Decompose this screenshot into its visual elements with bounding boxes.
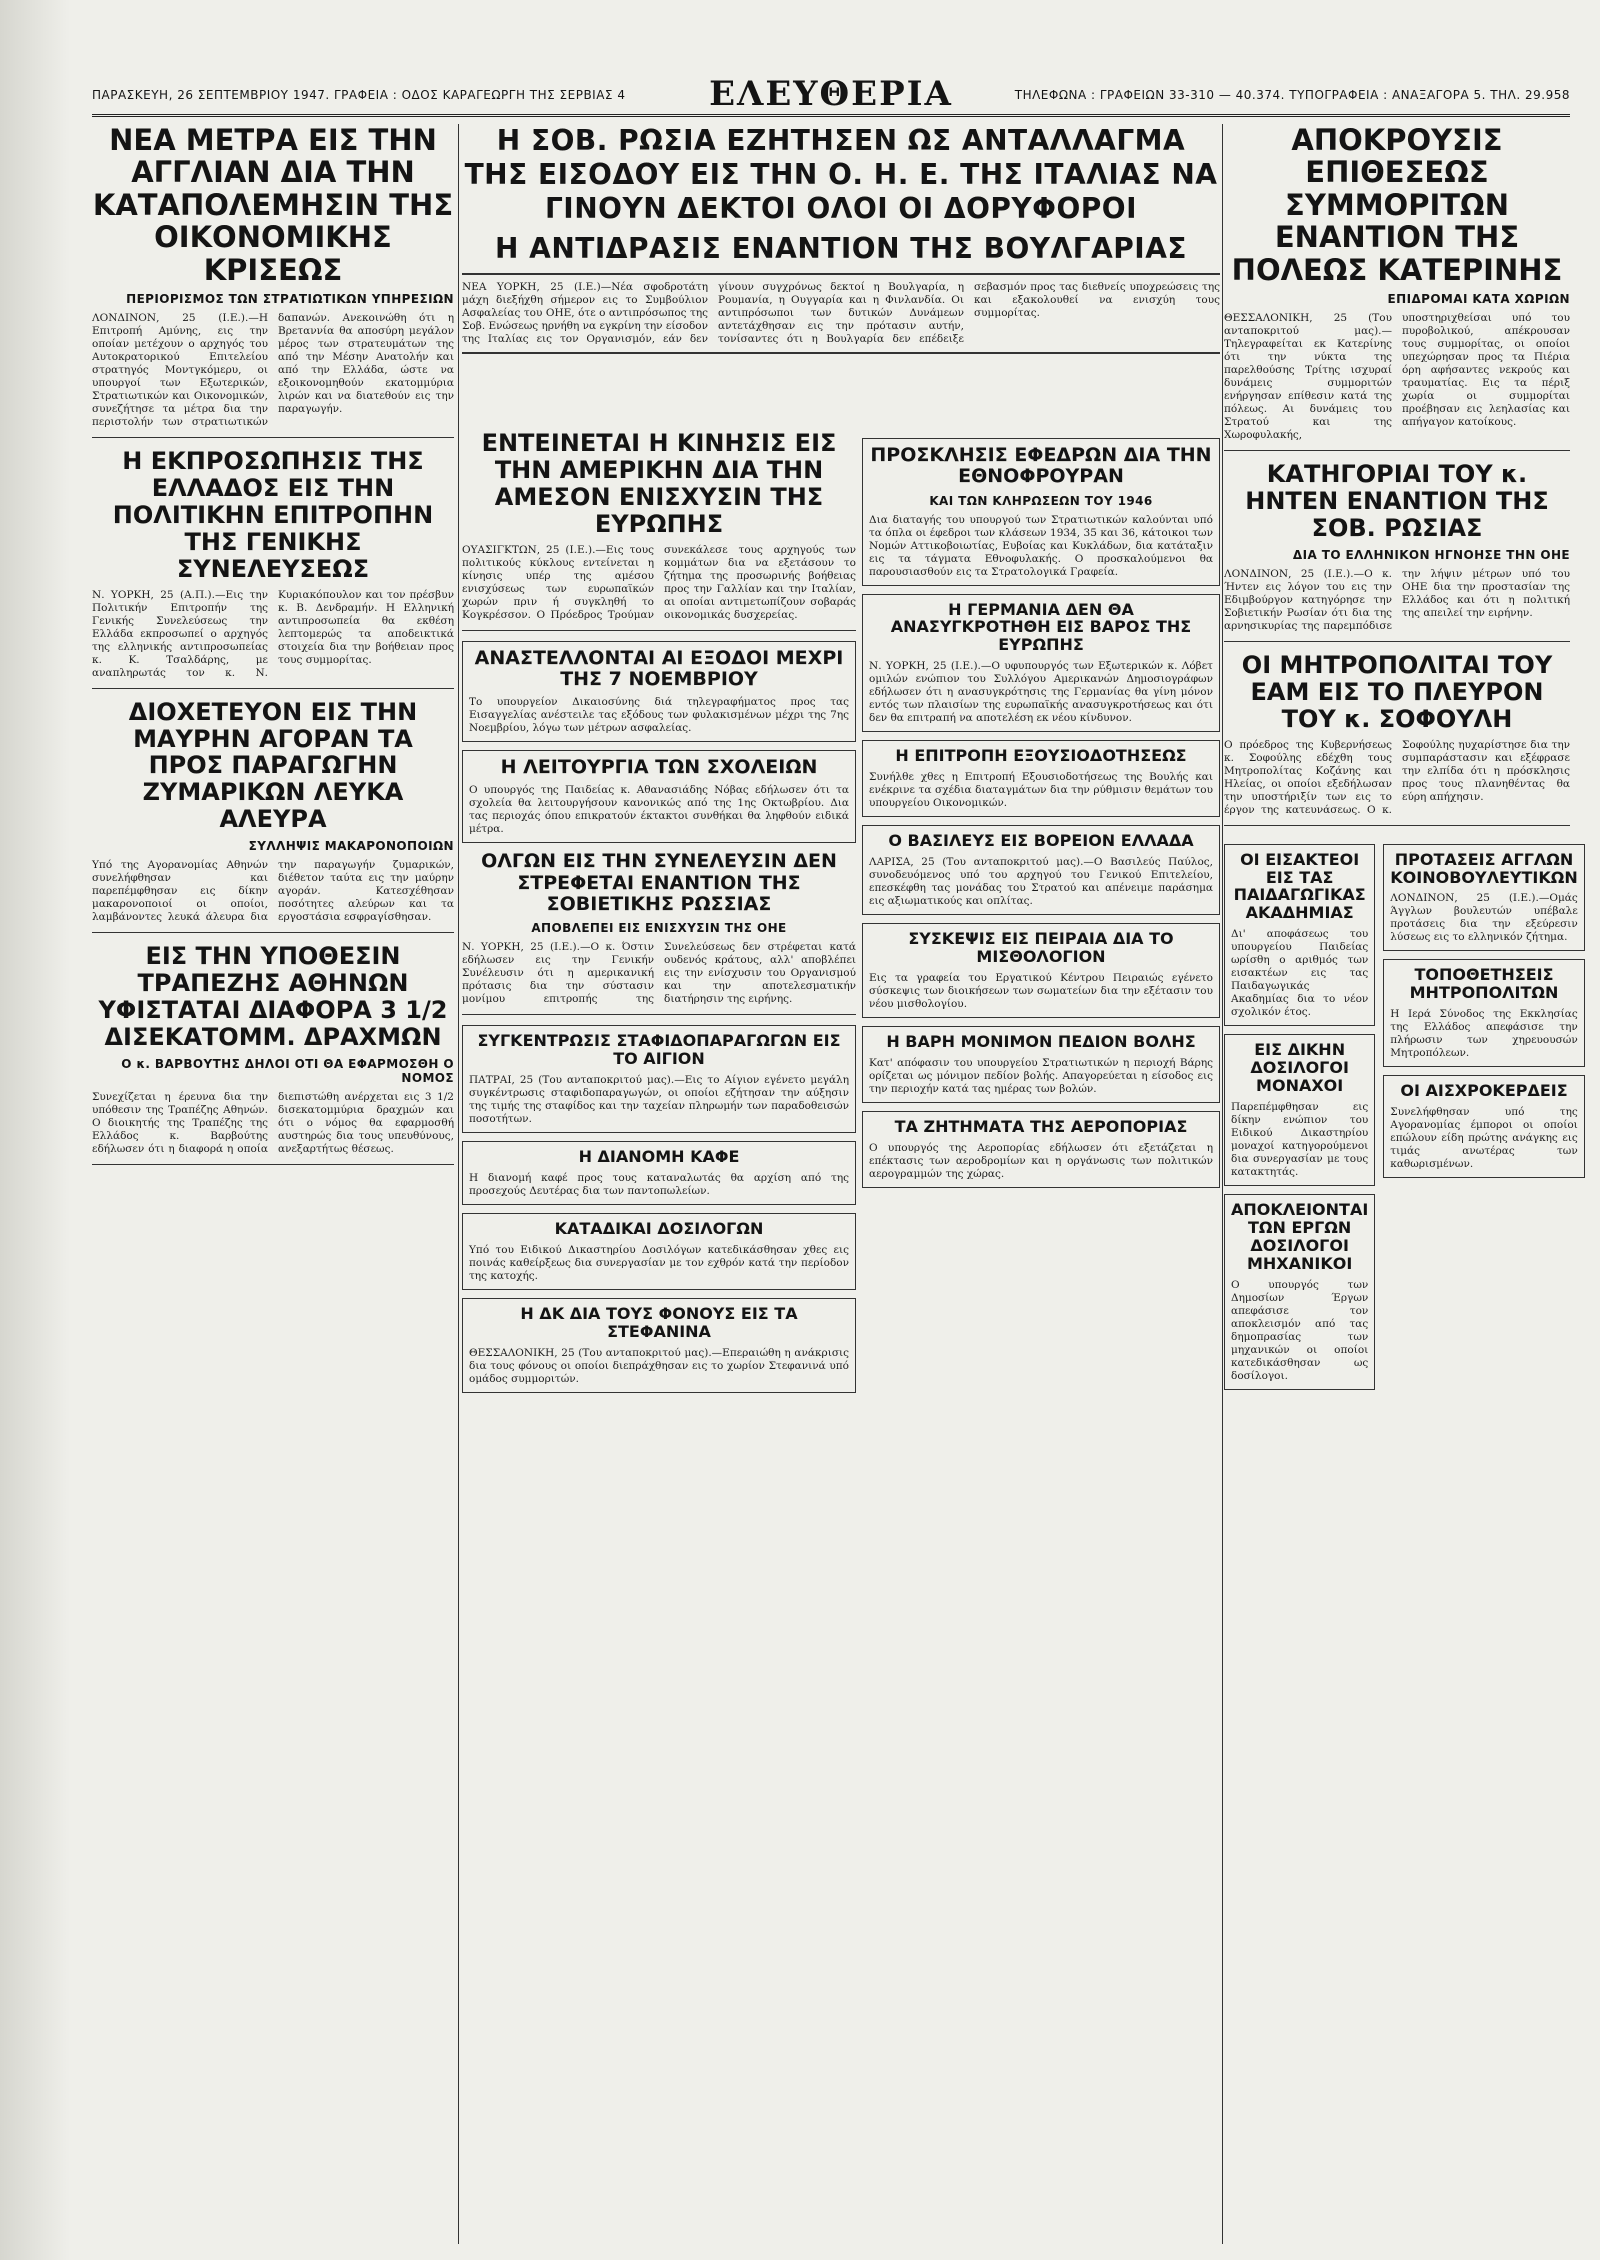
story-body: Το υπουργείον Δικαιοσύνης διά τηλεγραφήματος προς τας Εισαγγελίας ανέστειλε τας εξόδους των φυλακισμένων μέχρι της 7ης Νοεμβρίου, λόγω των μέτρων ασφαλείας. xyxy=(469,696,849,735)
story-headline: Η ΕΚΠΡΟΣΩΠΗΣΙΣ ΤΗΣ ΕΛΛΑΔΟΣ ΕΙΣ ΤΗΝ ΠΟΛΙΤΙΚΗΝ ΕΠΙΤΡΟΠΗΝ ΤΗΣ ΓΕΝΙΚΗΣ ΣΥΝΕΛΕΥΣΕΩΣ xyxy=(112,447,434,583)
newspaper-title: ΕΛΕΥΘΕΡΙΑ xyxy=(709,74,953,114)
story-headline: Ο ΒΑΣΙΛΕΥΣ ΕΙΣ ΒΟΡΕΙΟΝ ΕΛΛΑΔΑ xyxy=(888,831,1194,851)
story-assembly xyxy=(462,851,856,1015)
masthead-phones: ΤΗΛΕΦΩΝΑ : ΓΡΑΦΕΙΩΝ 33-310 — 40.374. ΤΥΠΟΓΡΑΦΕΙΑ : ΑΝΑΞΑΓΟΡΑ 5. ΤΗΛ. 29.958 xyxy=(1014,88,1570,102)
story-body: Ο υπουργός των Δημοσίων Έργων απεφάσισε τον αποκλεισμόν από τας δημοπρασίας των μηχανικών οι οποίοι κατεδικάσθησαν ως δοσίλογοι. xyxy=(1231,1278,1369,1382)
story-headline: ΔΙΟΧΕΤΕΥΟΝ ΕΙΣ ΤΗΝ ΜΑΥΡΗΝ ΑΓΟΡΑΝ ΤΑ ΠΡΟΣ ΠΑΡΑΓΩΓΗΝ ΖΥΜΑΡΙΚΩΝ ΛΕΥΚΑ ΑΛΕΥΡΑ xyxy=(128,697,418,834)
story-headline: Η ΔΙΑΝΟΜΗ ΚΑΦΕ xyxy=(578,1146,740,1166)
story-body: Συνεχίζεται η έρευνα δια την υπόθεσιν της Τραπέζης Αθηνών. Ο διοικητής της Τραπέζης της Ελλάδος κ. Βαρβούτης εδήλωσεν ότι η διαφορά η οποία διεπιστώθη ανέρχεται εις 3 1/2 δισεκατομμύρια δραχμών και ότι ο νόμος θα εφαρμοσθή αυστηρώς δια τους υπευθύνους, ανεξαρτήτως θέσεως. xyxy=(92,1090,454,1155)
story-coffee xyxy=(462,1141,856,1205)
story-body: ΛΑΡΙΣΑ, 25 (Του ανταποκριτού μας).—Ο Βασιλεύς Παύλος, συνοδευόμενος υπό του αρχηγού του Γενικού Επιτελείου, επεσκέφθη τας μονάδας του Στρατού και απένειμε παράσημα εις αξιωματικούς και οπλίτας. xyxy=(869,856,1213,908)
story-headline: ΟΛΓΩΝ ΕΙΣ ΤΗΝ ΣΥΝΕΛΕΥΣΙΝ ΔΕΝ ΣΤΡΕΦΕΤΑΙ ΕΝΑΝΤΙΟΝ ΤΗΣ ΣΟΒΙΕΤΙΚΗΣ ΡΩΣΣΙΑΣ xyxy=(481,850,837,915)
story-body: Υπό του Ειδικού Δικαστηρίου Δοσιλόγων κατεδικάσθησαν χθες εις ποινάς καθείρξεως δια συνεργασίαν με τον εχθρόν κατά την περίοδον της κατοχής. xyxy=(469,1243,849,1282)
story-subhead: ΠΕΡΙΟΡΙΣΜΟΣ ΤΩΝ ΣΤΡΑΤΙΩΤΙΚΩΝ ΥΠΗΡΕΣΙΩΝ xyxy=(126,292,454,307)
story-trial xyxy=(462,1213,856,1290)
story-body: Ο πρόεδρος της Κυβερνήσεως κ. Σοφούλης εδέχθη τους Μητροπολίτας Κοζάνης και Ηλείας, οι οποίοι εξεδήλωσαν την υποστήριξίν των εις το έργον της κατευνάσεως. Ο κ. Σοφούλης ηυχαρίστησε δια την συμπαράστασιν και εξέφρασε την ελπίδα ότι η πρόσκλησις προς τους πλανηθέντας θα εύρη απήχησιν. xyxy=(1224,738,1570,816)
story-headline: ΑΠΟΚΛΕΙΟΝΤΑΙ ΤΩΝ ΕΡΓΩΝ ΔΟΣΙΛΟΓΟΙ ΜΗΧΑΝΙΚΟΙ xyxy=(1231,1199,1369,1273)
story-headline: ΑΠΟΚΡΟΥΣΙΣ ΕΠΙΘΕΣΕΩΣ ΣΥΜΜΟΡΙΤΩΝ ΕΝΑΝΤΙΟΝ ΤΗΣ ΠΟΛΕΩΣ ΚΑΤΕΡΙΝΗΣ xyxy=(1231,123,1563,287)
story-headline: Η ΓΕΡΜΑΝΙΑ ΔΕΝ ΘΑ ΑΝΑΣΥΓΚΡΟΤΗΘΗ ΕΙΣ ΒΑΡΟΣ ΤΗΣ ΕΥΡΩΠΗΣ xyxy=(890,599,1192,655)
story-body: Ν. ΥΟΡΚΗ, 25 (Α.Π.).—Εις την Πολιτικήν Επιτροπήν της Γενικής Συνελεύσεως την Ελλάδα εκπροσωπεί ο αρχηγός της ελληνικής αντιπροσωπείας κ. Κ. Τσαλδάρης, με αναπληρωτάς τον κ. Ν. Κυριακόπουλον και τον πρέσβυν κ. Β. Δενδραμήν. Η Ελληνική αντιπροσωπεία θα εκθέση λεπτομερώς τα αποδεικτικά στοιχεία δια την βοήθειαν προς τους συμμορίτας. xyxy=(92,588,454,679)
column-4 xyxy=(1224,123,1578,1398)
story-headline: ΠΡΟΣΚΛΗΣΙΣ ΕΦΕΔΡΩΝ ΔΙΑ ΤΗΝ ΕΘΝΟΦΡΟΥΡΑΝ xyxy=(870,444,1212,488)
story-body: Ν. ΥΟΡΚΗ, 25 (Ι.Ε.).—Ο υφυπουργός των Εξωτερικών κ. Λόβετ ομιλών ενώπιον του Συλλόγου Αμερικανών Δημοσιογράφων εδήλωσεν ότι η ανασυγκρότησις της Γερμανίας θα γίνη μόνον εντός των πλαισίων της ευρωπαϊκής ανασυγκροτήσεως και ότι δεν θα επιτραπή να αποτελέση εκ νέου κίνδυνον. xyxy=(869,660,1213,725)
column-rule xyxy=(458,124,459,2244)
scan-edge xyxy=(0,0,70,2260)
story-headline: ΣΥΓΚΕΝΤΡΩΣΙΣ ΣΤΑΦΙΔΟΠΑΡΑΓΩΓΩΝ ΕΙΣ ΤΟ ΑΙΓΙΟΝ xyxy=(477,1031,841,1068)
story-subhead: ΚΑΙ ΤΩΝ ΚΛΗΡΩΣΕΩΝ ΤΟΥ 1946 xyxy=(929,493,1153,508)
story-headline: ΟΙ ΕΙΣΑΚΤΕΟΙ ΕΙΣ ΤΑΣ ΠΑΙΔΑΓΩΓΙΚΑΣ ΑΚΑΔΗΜΙΑΣ xyxy=(1233,849,1366,923)
story-piraeus xyxy=(862,923,1220,1018)
lead-story xyxy=(462,124,1220,360)
column-1 xyxy=(92,124,454,1175)
story-subhead: ΣΥΛΛΗΨΙΣ ΜΑΚΑΡΟΝΟΠΟΙΩΝ xyxy=(248,839,454,854)
story-releases xyxy=(462,641,856,743)
story-mechanics xyxy=(1224,1194,1375,1390)
story-body: ΘΕΣΣΑΛΟΝΙΚΗ, 25 (Του ανταποκριτού μας).—Τηλεγραφείται εκ Κατερίνης ότι την νύκτα της παρελθούσης Τρίτης ισχυραί δυνάμεις συμμοριτών ενήργησαν επίθεσιν κατά της πόλεως. Αι δυνάμεις του Στρατού και της Χωροφυλακής, υποστηριχθείσαι υπό του πυροβολικού, απέκρουσαν τους συμμορίτας, οι οποίοι υπεχώρησαν προς τα Πιέρια όρη αφήσαντες νεκρούς και τραυματίας. Εις τα πέριξ χωρία οι συμμορίται προέβησαν εις λεηλασίας και απήγαγον κατοίκους. xyxy=(1224,312,1570,442)
story-body: Υπό της Αγορανομίας Αθηνών συνελήφθησαν και παρεπέμφθησαν εις δίκην μακαρονοποιοί οι οποίοι, λαμβάνοντες λευκά άλευρα δια την παραγωγήν ζυμαρικών, διέθετον ταύτα εις την μαύρην αγοράν. Κατεσχέθησαν ποσότητες αλεύρων και τα εργοστάσια εσφραγίσθησαν. xyxy=(92,859,454,924)
divider xyxy=(462,352,1220,354)
story-headline: ΠΡΟΤΑΣΕΙΣ ΑΓΓΛΩΝ ΚΟΙΝΟΒΟΥΛΕΥΤΙΚΩΝ xyxy=(1390,849,1578,887)
story-america xyxy=(462,430,856,631)
story-monks xyxy=(1224,1034,1375,1186)
story-body: ΠΑΤΡΑΙ, 25 (Του ανταποκριτού μας).—Εις το Αίγιον εγένετο μεγάλη συγκέντρωσις σταφιδοπαραγωγών, οι οποίοι εζήτησαν την αύξησιν της τιμής της σταφίδος και την ταχείαν πληρωμήν των παραδοθεισών ποσοτήτων. xyxy=(469,1073,849,1125)
story-body: ΛΟΝΔΙΝΟΝ, 25 (Ι.Ε.).—Ο κ. Ήντεν εις λόγον του εις την Εδιμβούργον κατηγόρησε την Σοβιετικήν Ρωσίαν ότι δια της αρνησικυρίας της παρεμπόδισε την λήψιν μέτρων υπό του ΟΗΕ δια την προστασίαν της Ελλάδος και ότι η πολιτική της απειλεί την ειρήνην. xyxy=(1224,567,1570,632)
story-headline: ΝΕΑ ΜΕΤΡΑ ΕΙΣ ΤΗΝ ΑΓΓΛΙΑΝ ΔΙΑ ΤΗΝ ΚΑΤΑΠΟΛΕΜΗΣΙΝ ΤΗΣ ΟΙΚΟΝΟΜΙΚΗΣ ΚΡΙΣΕΩΣ xyxy=(92,123,454,287)
lead-headline: Η ΣΟΒ. ΡΩΣΙΑ ΕΖΗΤΗΣΕΝ ΩΣ ΑΝΤΑΛΛΑΓΜΑ ΤΗΣ ΕΙΣΟΔΟΥ ΕΙΣ ΤΗΝ Ο. Η. Ε. ΤΗΣ ΙΤΑΛΙΑΣ ΝΑ ΓΙΝΟΥΝ ΔΕΚΤΟΙ ΟΛΟΙ ΟΙ ΔΟΡΥΦΟΡΟΙ xyxy=(464,124,1218,226)
story-headline: ΤΟΠΟΘΕΤΗΣΕΙΣ ΜΗΤΡΟΠΟΛΙΤΩΝ xyxy=(1409,965,1559,1003)
story-germany xyxy=(862,594,1220,733)
story-subhead: ΔΙΑ ΤΟ ΕΛΛΗΝΙΚΟΝ ΗΓΝΟΗΣΕ ΤΗΝ ΟΗΕ xyxy=(1292,547,1570,562)
story-body: Ο υπουργός της Παιδείας κ. Αθανασιάδης Νόβας εδήλωσεν ότι τα σχολεία θα λειτουργήσουν κανονικώς από της 1ης Οκτωβρίου. Δια τας περιοχάς όπου επικρατούν έκτακτοι συνθήκαι θα ληφθούν ειδικά μέτρα. xyxy=(469,784,849,836)
story-body: Συνελήφθησαν υπό της Αγορανομίας έμποροι οι οποίοι επώλουν είδη πρώτης ανάγκης εις τιμάς ανωτέρας των καθωρισμένων. xyxy=(1390,1106,1578,1171)
story-headline: ΕΝΤΕΙΝΕΤΑΙ Η ΚΙΝΗΣΙΣ ΕΙΣ ΤΗΝ ΑΜΕΡΙΚΗΝ ΔΙΑ ΤΗΝ ΑΜΕΣΟΝ ΕΝΙΣΧΥΣΙΝ ΤΗΣ ΕΥΡΩΠΗΣ xyxy=(481,429,837,538)
story-headline: ΚΑΤΗΓΟΡΙΑΙ ΤΟΥ κ. ΗΝΤΕΝ ΕΝΑΝΤΙΟΝ ΤΗΣ ΣΟΒ. ΡΩΣΙΑΣ xyxy=(1245,460,1549,543)
story-headline: Η ΔΚ ΔΙΑ ΤΟΥΣ ΦΟΝΟΥΣ ΕΙΣ ΤΑ ΣΤΕΦΑΝΙΝΑ xyxy=(520,1303,798,1341)
story-britain xyxy=(92,124,454,438)
story-airports xyxy=(862,1111,1220,1188)
story-body: Κατ' απόφασιν του υπουργείου Στρατιωτικών η περιοχή Βάρης ορίζεται ως μόνιμον πεδίον βολής. Απαγορεύεται η είσοδος εις την περιοχήν κατά τας ημέρας των βολών. xyxy=(869,1056,1213,1095)
column-rule xyxy=(1222,124,1223,2244)
story-stefanina xyxy=(462,1298,856,1393)
masthead xyxy=(92,74,1570,117)
story-body: ΟΥΑΣΙΓΚΤΩΝ, 25 (Ι.Ε.).—Εις τους πολιτικούς κύκλους εντείνεται η κίνησις υπέρ της αμέσου ενισχύσεως των ευρωπαϊκών χωρών πριν ή συγκληθή το Κογκρέσσον. Ο Πρόεδρος Τρούμαν συνεκάλεσε τους αρχηγούς των κομμάτων δια να εξετάσουν το ζήτημα της προσωρινής βοήθειας προς την Γαλλίαν και την Ιταλίαν, αι οποίαι αντιμετωπίζουν σοβαράς οικονομικάς δυσχερείας. xyxy=(462,543,856,621)
story-subhead: ΑΠΟΒΛΕΠΕΙ ΕΙΣ ΕΝΙΣΧΥΣΙΝ ΤΗΣ ΟΗΕ xyxy=(531,921,787,936)
story-headline: ΕΙΣ ΤΗΝ ΥΠΟΘΕΣΙΝ ΤΡΑΠΕΖΗΣ ΑΘΗΝΩΝ ΥΦΙΣΤΑΤΑΙ ΔΙΑΦΟΡΑ 3 1/2 ΔΙΣΕΚΑΤΟΜΜ. ΔΡΑΧΜΩΝ xyxy=(98,942,448,1051)
story-valley xyxy=(862,1026,1220,1103)
story-schools xyxy=(462,750,856,843)
briefs-left xyxy=(1224,836,1375,1398)
story-ephors xyxy=(862,438,1220,586)
story-proposals xyxy=(1383,844,1584,952)
story-soviet-charges xyxy=(1224,461,1570,642)
briefs-right xyxy=(1383,836,1584,1398)
column-3 xyxy=(862,430,1220,1196)
story-metropolitan-posts xyxy=(1383,959,1584,1067)
story-raisins xyxy=(462,1025,856,1133)
story-body: Εις τα γραφεία του Εργατικού Κέντρου Πειραιώς εγένετο σύσκεψις των διοικήσεων των σωματείων δια την εξέτασιν του νέου μισθολογίου. xyxy=(869,971,1213,1010)
story-headline: Η ΕΠΙΤΡΟΠΗ ΕΞΟΥΣΙΟΔΟΤΗΣΕΩΣ xyxy=(895,746,1187,766)
divider xyxy=(462,273,1220,275)
story-headline: ΣΥΣΚΕΨΙΣ ΕΙΣ ΠΕΙΡΑΙΑ ΔΙΑ ΤΟ ΜΙΣΘΟΛΟΓΙΟΝ xyxy=(908,929,1174,966)
story-body: Η Ιερά Σύνοδος της Εκκλησίας της Ελλάδος απεφάσισε την πλήρωσιν των χηρευουσών Μητροπόλεων. xyxy=(1390,1008,1578,1060)
story-flour xyxy=(92,699,454,933)
story-headline: ΚΑΤΑΔΙΚΑΙ ΔΟΣΙΛΟΓΩΝ xyxy=(554,1218,764,1238)
story-body: ΛΟΝΔΙΝΟΝ, 25 (Ι.Ε.).—Η Επιτροπή Αμύνης, εις την οποίαν μετέχουν ο αρχηγός του Αυτοκρατορικού Επιτελείου στρατηγός Μοντγκόμερυ, οι υπουργοί των Εξωτερικών, Στρατιωτικών και Οικονομικών, συνεζήτησε τα μέτρα δια την περιστολήν των στρατιωτικών δαπανών. Ανεκοινώθη ότι η Βρεταννία θα αποσύρη μεγάλον μέρος των στρατευμάτων της από την Μέσην Ανατολήν και από την Ελλάδα, ώστε να εξοικονομηθούν εκατομμύρια λιρών και να διατεθούν εις την παραγωγήν. xyxy=(92,312,454,429)
story-subhead: ΕΠΙΔΡΟΜΑΙ ΚΑΤΑ ΧΩΡΙΩΝ xyxy=(1387,292,1570,307)
story-committee xyxy=(862,740,1220,817)
story-body: Ν. ΥΟΡΚΗ, 25 (Ι.Ε.).—Ο κ. Όστιν εδήλωσεν εις την Γενικήν Συνέλευσιν ότι η αμερικανική πρότασις δια την σύστασιν μονίμου επιτροπής της Συνελεύσεως δεν στρέφεται κατά ουδενός κράτους, αλλ' αποβλέπει εις την ενίσχυσιν του Οργανισμού και την αποτελεσματικήν διατήρησιν της ειρήνης. xyxy=(462,941,856,1006)
lead-body: ΝΕΑ ΥΟΡΚΗ, 25 (Ι.Ε.)—Νέα σφοδροτάτη μάχη διεξήχθη σήμερον εις το Συμβούλιον Ασφαλείας του ΟΗΕ, ότε ο αντιπρόσωπος της Σοβ. Ενώσεως ηρνήθη να εγκρίνη την είσοδον της Ιταλίας εις τον Οργανισμόν, εάν δεν γίνουν συγχρόνως δεκτοί η Βουλγαρία, η Ρουμανία, η Ουγγαρία και η Φινλανδία. Οι αντιπρόσωποι των δυτικών Δυνάμεων αντετάχθησαν εις την πρότασιν αυτήν, τονίσαντες ότι η Βουλγαρία δεν επέδειξε σεβασμόν προς τας διεθνείς υποχρεώσεις της και εξακολουθεί να ενισχύη τους συμμορίτας. xyxy=(462,280,1220,345)
story-body: ΘΕΣΣΑΛΟΝΙΚΗ, 25 (Του ανταποκριτού μας).—Επεραιώθη η ανάκρισις δια τους φόνους οι οποίοι διεπράχθησαν εις το χωρίον Στεφανινά υπό ομάδος συμμοριτών. xyxy=(469,1346,849,1385)
column-2 xyxy=(462,430,856,1401)
story-body: Ο υπουργός της Αεροπορίας εδήλωσεν ότι εξετάζεται η επέκτασις των αεροδρομίων και η οργάνωσις των πολιτικών αερογραμμών της χώρας. xyxy=(869,1141,1213,1180)
story-headline: ΟΙ ΑΙΣΧΡΟΚΕΡΔΕΙΣ xyxy=(1400,1081,1568,1101)
masthead-date-address: ΠΑΡΑΣΚΕΥΗ, 26 ΣΕΠΤΕΜΒΡΙΟΥ 1947. ΓΡΑΦΕΙΑ : ΟΔΟΣ ΚΑΡΑΓΕΩΡΓΗ ΤΗΣ ΣΕΡΒΙΑΣ 4 xyxy=(92,88,626,102)
story-body: Δια διαταγής του υπουργού των Στρατιωτικών καλούνται υπό τα όπλα οι έφεδροι των κλάσεων 1934, 35 και 36, κάτοικοι των Νομών Αττικοβοιωτίας, Ευβοίας και Κυκλάδων, δια κατάταξιν εις τα τάγματα Εθνοφυλακής. Ο προσκαλούμενοι θα παρουσιασθούν εις τα Στρατολογικά Γραφεία. xyxy=(869,513,1213,578)
story-headline: ΟΙ ΜΗΤΡΟΠΟΛΙΤΑΙ ΤΟΥ ΕΑΜ ΕΙΣ ΤΟ ΠΛΕΥΡΟΝ ΤΟΥ κ. ΣΟΦΟΥΛΗ xyxy=(1241,650,1553,733)
story-headline: ΤΑ ΖΗΤΗΜΑΤΑ ΤΗΣ ΑΕΡΟΠΟΡΙΑΣ xyxy=(894,1116,1188,1136)
lead-subheadline: Η ΑΝΤΙΔΡΑΣΙΣ ΕΝΑΝΤΙΟΝ ΤΗΣ ΒΟΥΛΓΑΡΙΑΣ xyxy=(495,232,1187,266)
story-headline: Η ΛΕΙΤΟΥΡΓΙΑ ΤΩΝ ΣΧΟΛΕΙΩΝ xyxy=(500,756,818,779)
story-katerini xyxy=(1224,124,1570,451)
story-headline: Η ΒΑΡΗ ΜΟΝΙΜΟΝ ΠΕΔΙΟΝ ΒΟΛΗΣ xyxy=(886,1031,1196,1051)
story-headline: ΑΝΑΣΤΕΛΛΟΝΤΑΙ ΑΙ ΕΞΟΔΟΙ ΜΕΧΡΙ ΤΗΣ 7 ΝΟΕΜΒΡΙΟΥ xyxy=(474,646,844,690)
story-headline: ΕΙΣ ΔΙΚΗΝ ΔΟΣΙΛΟΓΟΙ ΜΟΝΑΧΟΙ xyxy=(1250,1040,1349,1096)
story-body: Συνήλθε χθες η Επιτροπή Εξουσιοδοτήσεως της Βουλής και ενέκρινε τα σχέδια διαταγμάτων δια την ρύθμισιν θεμάτων του υπουργείου Οικονομικών. xyxy=(869,771,1213,810)
story-body: ΛΟΝΔΙΝΟΝ, 25 (Ι.Ε.).—Ομάς Άγγλων βουλευτών υπέβαλε προτάσεις δια την εξεύρεσιν λύσεως εις το ελληνικόν ζήτημα. xyxy=(1390,892,1578,944)
story-un-representation xyxy=(92,448,454,688)
story-metropolitans xyxy=(1224,652,1570,826)
story-body: Δι' αποφάσεως του υπουργείου Παιδείας ωρίσθη ο αριθμός των εισακτέων εις τας Παιδαγωγικάς Ακαδημίας δια το νέον σχολικόν έτος. xyxy=(1231,928,1369,1019)
story-bank xyxy=(92,943,454,1165)
story-body: Η διανομή καφέ προς τους καταναλωτάς θα αρχίση από της προσεχούς Δευτέρας δια των παντοπωλείων. xyxy=(469,1171,849,1197)
story-profiteers xyxy=(1383,1075,1584,1178)
story-king xyxy=(862,825,1220,915)
story-subhead: Ο κ. ΒΑΡΒΟΥΤΗΣ ΔΗΛΟΙ ΟΤΙ ΘΑ ΕΦΑΡΜΟΣΘΗ Ο ΝΟΜΟΣ xyxy=(121,1056,454,1085)
story-body: Παρεπέμφθησαν εις δίκην ενώπιον του Ειδικού Δικαστηρίου μοναχοί κατηγορούμενοι δια συνεργασίαν με τους κατακτητάς. xyxy=(1231,1100,1369,1178)
story-academies xyxy=(1224,844,1375,1027)
bottom-briefs xyxy=(1224,836,1578,1398)
